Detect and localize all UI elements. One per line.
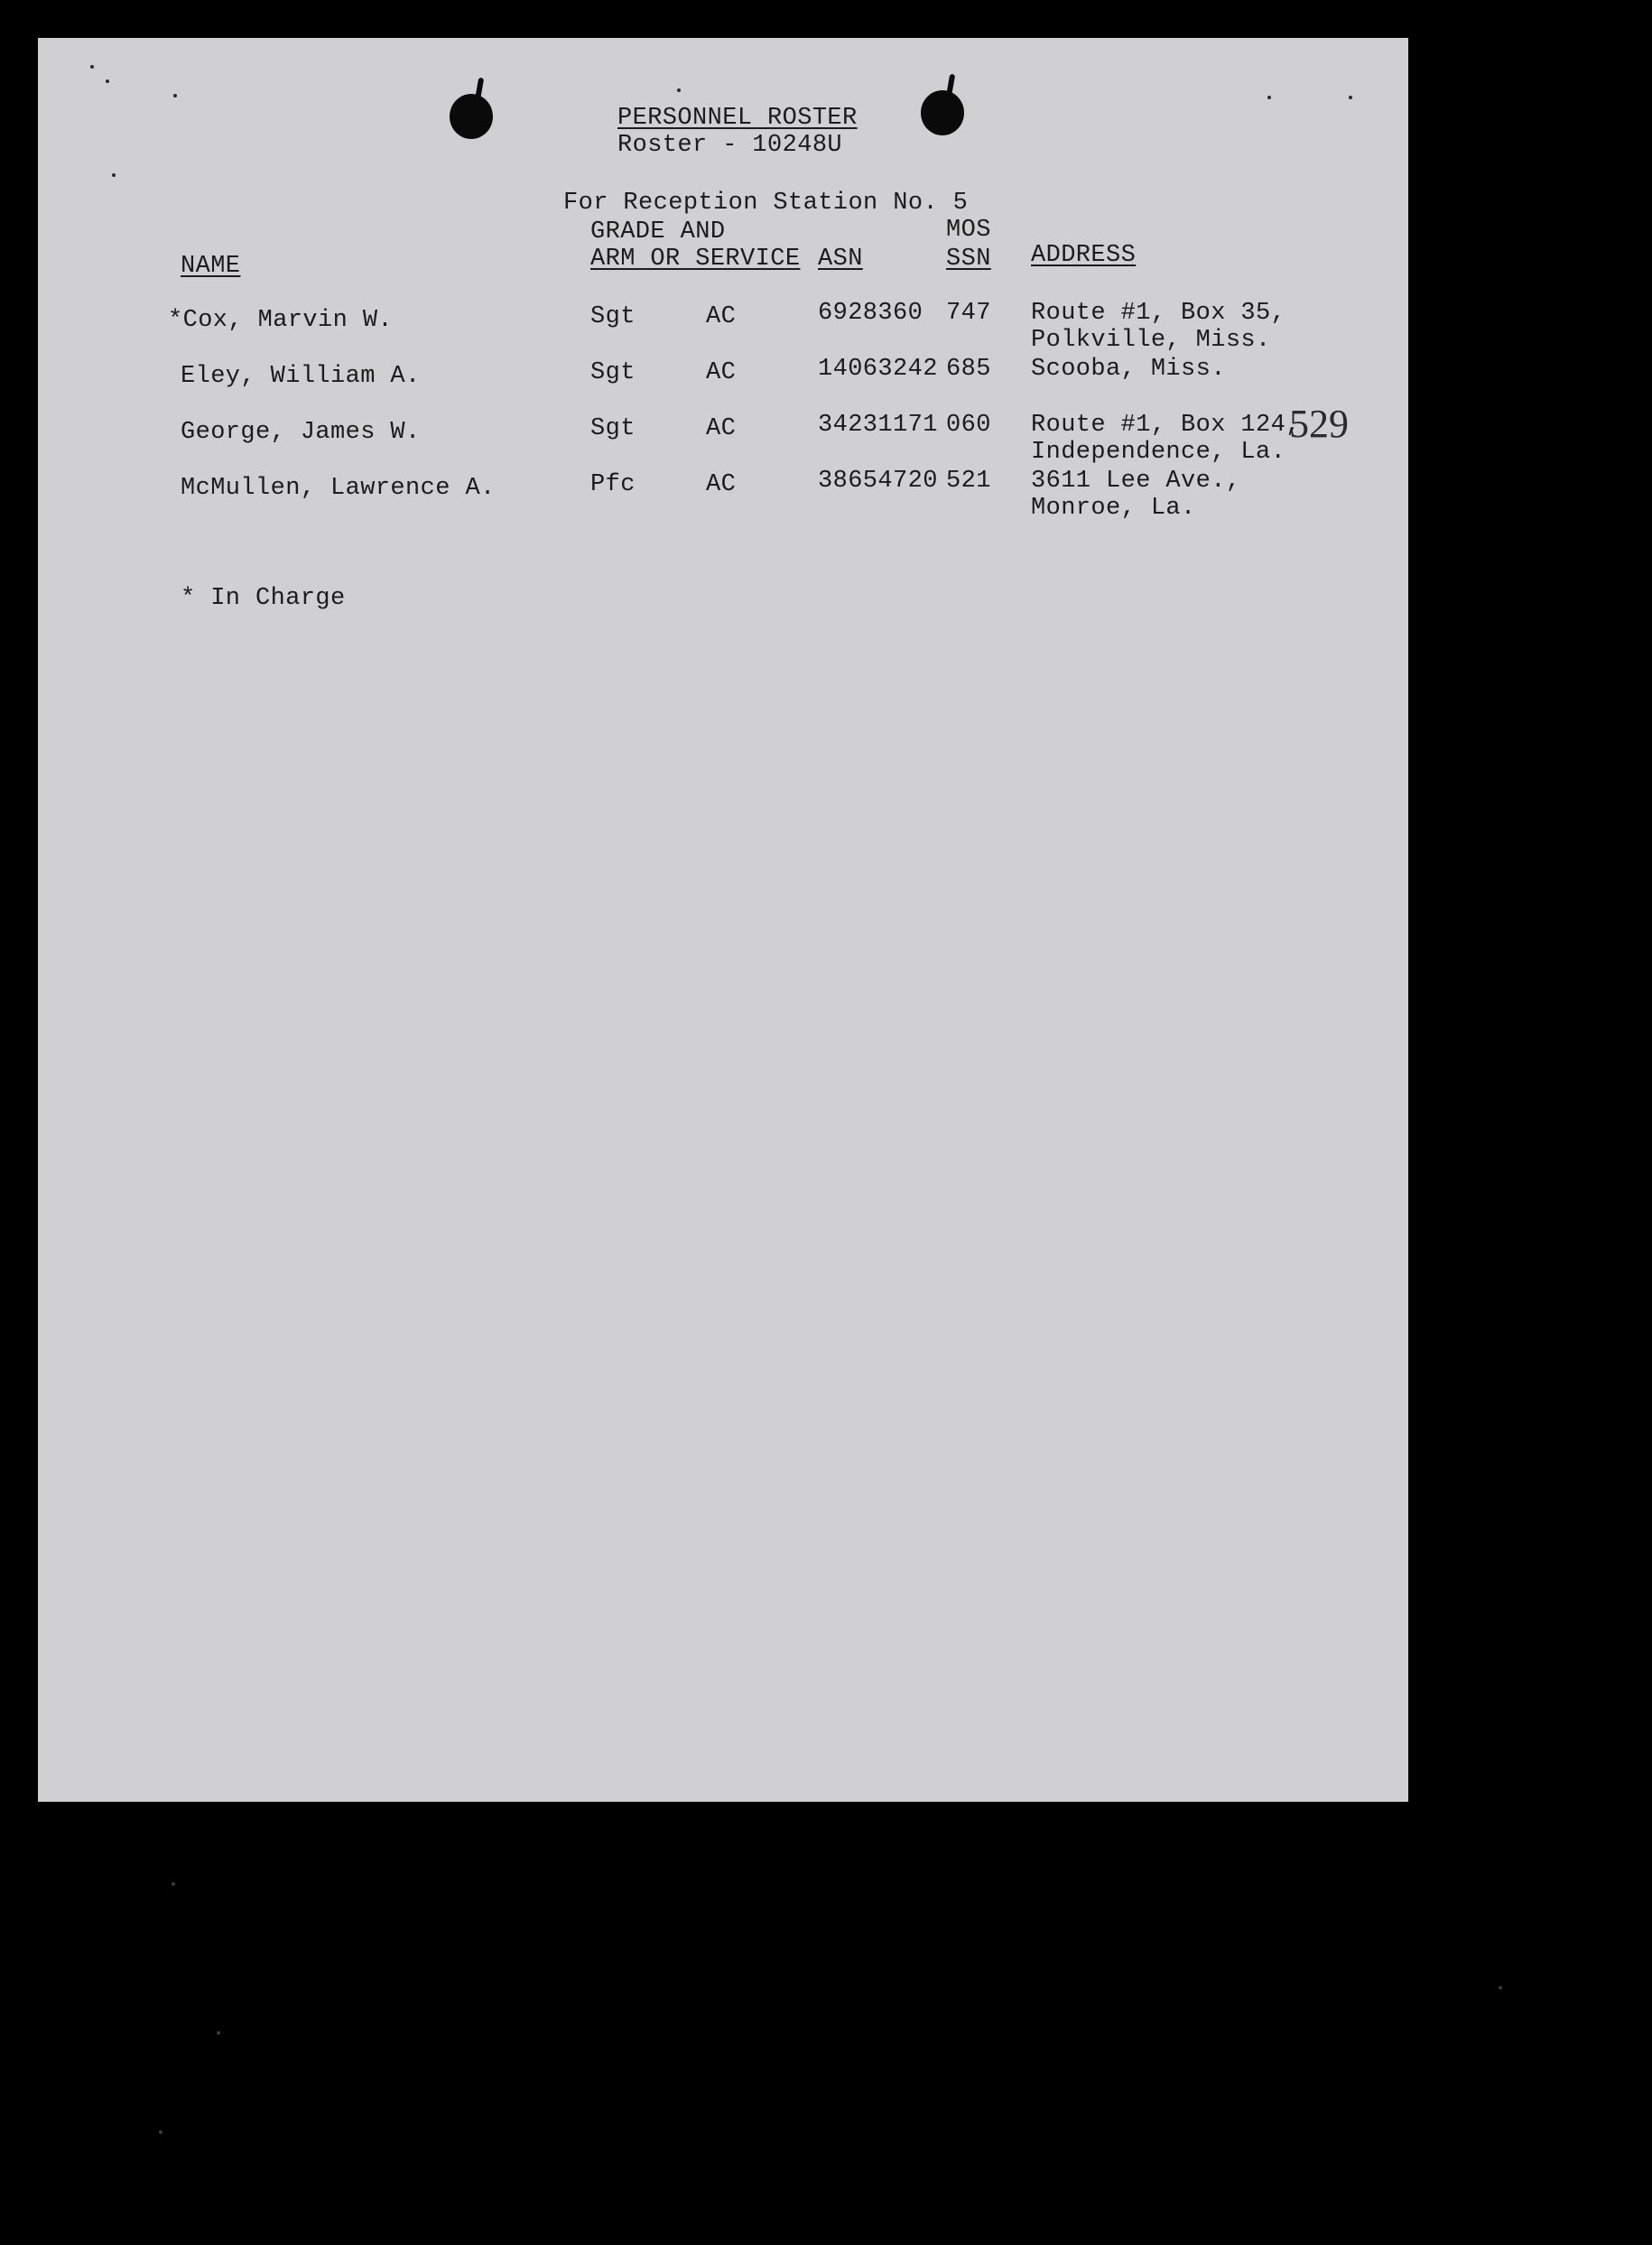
roster-row-address-line1: Scooba, Miss. — [1031, 356, 1226, 383]
scan-speck — [1349, 96, 1352, 99]
roster-row-asn: 6928360 — [818, 300, 923, 327]
roster-row-mos: 685 — [946, 356, 991, 383]
scan-speck — [112, 173, 116, 177]
roster-row-grade: Sgt — [590, 303, 636, 330]
scan-speck — [173, 94, 177, 97]
column-header-mos: MOS — [946, 217, 991, 244]
roster-row-name: Eley, William A. — [181, 363, 421, 390]
roster-row-grade: Sgt — [590, 415, 636, 442]
roster-row-grade: Sgt — [590, 359, 636, 386]
roster-number: Roster - 10248U — [617, 132, 843, 159]
column-header-ssn: SSN — [946, 246, 991, 273]
column-header-name: NAME — [181, 253, 241, 280]
column-header-asn: ASN — [818, 246, 863, 273]
roster-row-arm: AC — [706, 359, 737, 386]
roster-row-mos: 521 — [946, 468, 991, 495]
roster-row-address-line2: Polkville, Miss. — [1031, 327, 1271, 354]
roster-row-name: McMullen, Lawrence A. — [181, 475, 496, 502]
column-header-grade-line1: GRADE AND — [590, 218, 726, 246]
roster-row-arm: AC — [706, 415, 737, 442]
roster-row-address-line1: Route #1, Box 35, — [1031, 300, 1286, 327]
scan-speck — [1499, 1986, 1502, 1990]
scan-speck — [677, 88, 681, 92]
roster-row-asn: 34231171 — [818, 412, 938, 439]
roster-row-arm: AC — [706, 303, 737, 330]
roster-row-mos: 747 — [946, 300, 991, 327]
scan-speck — [159, 2130, 162, 2134]
document-page — [38, 38, 1408, 1802]
roster-row-address-line1: Route #1, Box 124, — [1031, 412, 1301, 439]
column-header-address: ADDRESS — [1031, 242, 1137, 269]
station-line: For Reception Station No. 5 — [563, 190, 969, 217]
roster-row-mos: 060 — [946, 412, 991, 439]
scan-speck — [106, 79, 109, 83]
punch-hole-right — [921, 90, 964, 135]
roster-row-address-line2: Monroe, La. — [1031, 495, 1196, 522]
scan-speck — [172, 1882, 175, 1886]
footnote-in-charge: * In Charge — [181, 585, 346, 612]
column-header-grade-line2: ARM OR SERVICE — [590, 246, 801, 273]
roster-row-grade: Pfc — [590, 471, 636, 498]
page-number-stamp: 529 — [1289, 402, 1349, 446]
roster-row-address-line1: 3611 Lee Ave., — [1031, 468, 1241, 495]
scan-speck — [217, 2031, 220, 2035]
punch-hole-left — [450, 94, 493, 139]
roster-row-name: George, James W. — [181, 419, 421, 446]
document-title: PERSONNEL ROSTER — [617, 105, 858, 132]
roster-row-address-line2: Independence, La. — [1031, 439, 1286, 466]
roster-row-asn: 38654720 — [818, 468, 938, 495]
scan-speck — [1267, 96, 1271, 99]
roster-row-asn: 14063242 — [818, 356, 938, 383]
scan-speck — [90, 65, 94, 69]
roster-row-arm: AC — [706, 471, 737, 498]
roster-row-name: *Cox, Marvin W. — [168, 307, 394, 334]
